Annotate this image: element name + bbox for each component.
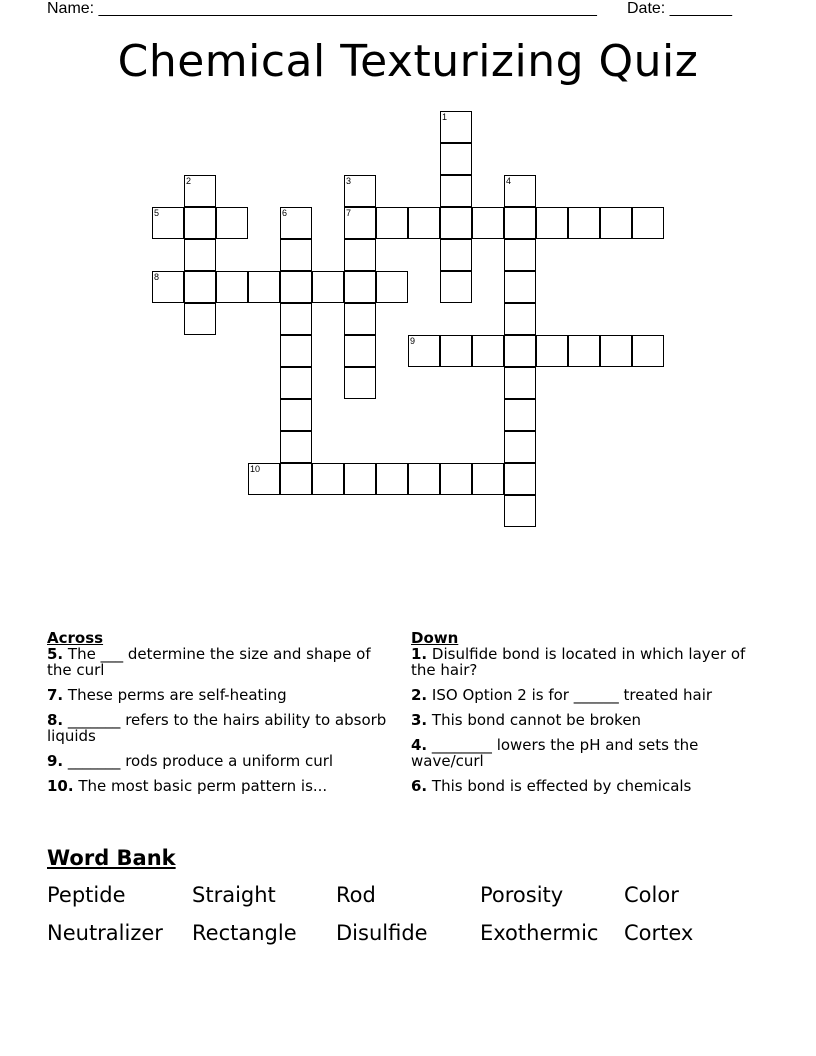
cell-number: 9	[410, 336, 416, 346]
name-line: ________________________________________________________	[98, 0, 597, 17]
cell-number: 5	[154, 208, 160, 218]
crossword-cell[interactable]	[440, 143, 472, 175]
word-bank-item: Neutralizer	[47, 921, 163, 945]
crossword-cell[interactable]	[504, 335, 536, 367]
crossword-cell[interactable]	[504, 175, 536, 207]
word-bank-title: Word Bank	[47, 846, 176, 870]
crossword-cell[interactable]	[504, 495, 536, 527]
crossword-cell[interactable]	[408, 335, 440, 367]
word-bank-item: Rod	[336, 883, 376, 907]
crossword-cell[interactable]	[280, 431, 312, 463]
clue-across-9: 9. _______ rods produce a uniform curl	[47, 752, 334, 770]
word-bank-item: Disulfide	[336, 921, 428, 945]
crossword-cell[interactable]	[440, 207, 472, 239]
crossword-cell[interactable]	[280, 239, 312, 271]
crossword-cell[interactable]	[600, 207, 632, 239]
crossword-cell[interactable]	[248, 463, 280, 495]
crossword-cell[interactable]	[280, 335, 312, 367]
crossword-cell[interactable]	[312, 271, 344, 303]
crossword-cell[interactable]	[440, 175, 472, 207]
clue-down-6: 6. This bond is effected by chemicals	[411, 777, 692, 795]
crossword-cell[interactable]	[344, 239, 376, 271]
clue-across-10: 10. The most basic perm pattern is...	[47, 777, 328, 795]
crossword-cell[interactable]	[344, 463, 376, 495]
word-bank-item: Color	[624, 883, 679, 907]
crossword-cell[interactable]	[504, 207, 536, 239]
crossword-cell[interactable]	[472, 335, 504, 367]
clue-across-7: 7. These perms are self-heating	[47, 686, 287, 704]
crossword-cell[interactable]	[440, 271, 472, 303]
crossword-cell[interactable]	[280, 207, 312, 239]
crossword-cell[interactable]	[504, 431, 536, 463]
word-bank-item: Porosity	[480, 883, 564, 907]
crossword-cell[interactable]	[344, 207, 376, 239]
crossword-cell[interactable]	[344, 335, 376, 367]
crossword-cell[interactable]	[344, 367, 376, 399]
crossword-cell[interactable]	[344, 175, 376, 207]
word-bank-item: Cortex	[624, 921, 694, 945]
crossword-cell[interactable]	[504, 271, 536, 303]
crossword-cell[interactable]	[280, 367, 312, 399]
crossword-cell[interactable]	[344, 303, 376, 335]
name-label: Name:	[47, 0, 95, 17]
crossword-cell[interactable]	[184, 175, 216, 207]
date-label: Date:	[627, 0, 666, 17]
crossword-cell[interactable]	[440, 239, 472, 271]
word-bank-item: Rectangle	[192, 921, 297, 945]
clue-down-1: 1. Disulfide bond is located in which layer of the hair?	[411, 645, 746, 679]
cell-number: 1	[442, 112, 448, 122]
crossword-cell[interactable]	[152, 207, 184, 239]
crossword-cell[interactable]	[440, 111, 472, 143]
clue-across-8: 8. _______ refers to the hairs ability to absorb liquids	[47, 711, 387, 745]
name-field[interactable]	[47, 0, 597, 18]
crossword-cell[interactable]	[504, 303, 536, 335]
crossword-cell[interactable]	[568, 335, 600, 367]
crossword-cell[interactable]	[504, 239, 536, 271]
crossword-cell[interactable]	[184, 303, 216, 335]
crossword-cell[interactable]	[216, 271, 248, 303]
crossword-cell[interactable]	[408, 463, 440, 495]
crossword-cell[interactable]	[184, 239, 216, 271]
crossword-cell[interactable]	[632, 207, 664, 239]
cell-number: 3	[346, 176, 352, 186]
down-clues	[411, 630, 751, 803]
crossword-cell[interactable]	[376, 271, 408, 303]
word-bank-item: Straight	[192, 883, 276, 907]
across-clues	[47, 630, 387, 803]
crossword-cell[interactable]	[504, 367, 536, 399]
across-heading: Across	[47, 629, 104, 647]
crossword-cell[interactable]	[472, 463, 504, 495]
crossword-cell[interactable]	[472, 207, 504, 239]
crossword-cell[interactable]	[440, 463, 472, 495]
crossword-cell[interactable]	[184, 271, 216, 303]
crossword-cell[interactable]	[184, 207, 216, 239]
crossword-cell[interactable]	[152, 271, 184, 303]
crossword-cell[interactable]	[504, 399, 536, 431]
crossword-cell[interactable]	[536, 207, 568, 239]
date-field[interactable]	[627, 0, 732, 18]
crossword-cell[interactable]	[600, 335, 632, 367]
crossword-cell[interactable]	[440, 335, 472, 367]
crossword-cell[interactable]	[280, 303, 312, 335]
crossword-cell[interactable]	[248, 271, 280, 303]
page-title: Chemical Texturizing Quiz	[117, 36, 699, 87]
cell-number: 8	[154, 272, 160, 282]
date-line: _______	[669, 0, 732, 17]
clue-down-2: 2. ISO Option 2 is for ______ treated hair	[411, 686, 713, 704]
crossword-cell[interactable]	[280, 271, 312, 303]
crossword-cell[interactable]	[376, 463, 408, 495]
cell-number: 6	[282, 208, 288, 218]
cell-number: 4	[506, 176, 512, 186]
crossword-cell[interactable]	[632, 335, 664, 367]
word-bank-item: Peptide	[47, 883, 126, 907]
crossword-cell[interactable]	[568, 207, 600, 239]
crossword-cell[interactable]	[312, 463, 344, 495]
crossword-cell[interactable]	[536, 335, 568, 367]
crossword-cell[interactable]	[504, 463, 536, 495]
crossword-cell[interactable]	[344, 271, 376, 303]
crossword-cell[interactable]	[280, 463, 312, 495]
down-heading: Down	[411, 629, 459, 647]
cell-number: 7	[346, 208, 352, 218]
word-bank-item: Exothermic	[480, 921, 599, 945]
crossword-cell[interactable]	[376, 207, 408, 239]
clue-down-4: 4. ________ lowers the pH and sets the wave/curl	[411, 736, 699, 770]
clue-down-3: 3. This bond cannot be broken	[411, 711, 642, 729]
crossword-cell[interactable]	[280, 399, 312, 431]
crossword-cell[interactable]	[216, 207, 248, 239]
crossword-cell[interactable]	[408, 207, 440, 239]
clue-across-5: 5. The ___ determine the size and shape of the curl	[47, 645, 371, 679]
cell-number: 10	[250, 464, 261, 474]
cell-number: 2	[186, 176, 192, 186]
